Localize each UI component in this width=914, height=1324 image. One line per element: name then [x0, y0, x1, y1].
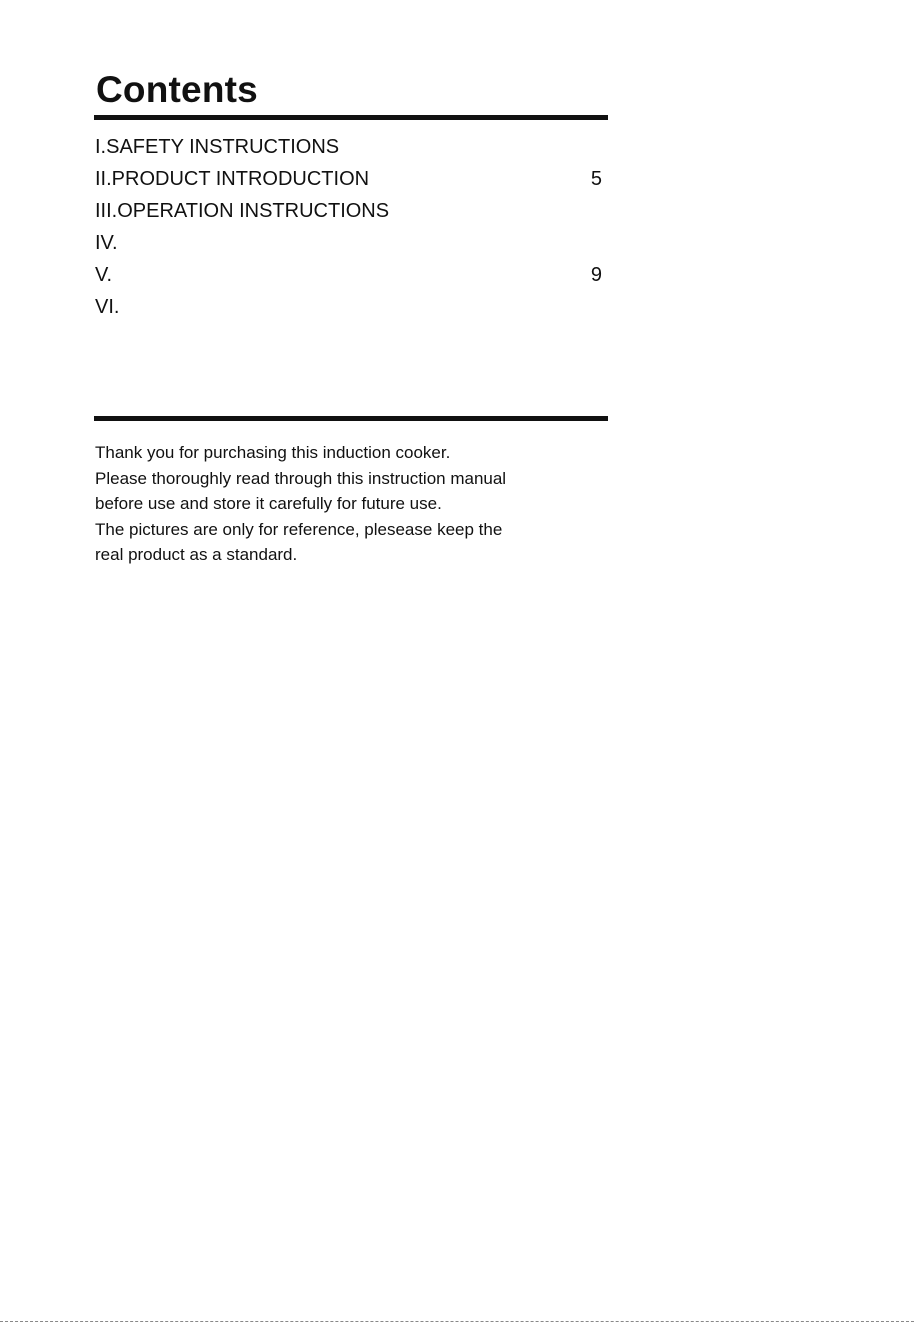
toc-entry-page-number [602, 291, 607, 323]
toc-entry-page-number: 5 [590, 168, 602, 190]
bottom-divider [94, 416, 608, 421]
intro-line: Thank you for purchasing this induction cooker. [95, 443, 451, 462]
page-title: Contents [96, 69, 258, 110]
toc-entry-label: I.SAFETY INSTRUCTIONS [95, 136, 340, 158]
toc-entry-v[interactable] [95, 259, 607, 291]
intro-line: The pictures are only for reference, plesease keep the [95, 519, 503, 539]
toc-entry-page-number [602, 131, 607, 163]
toc-entry-operation-instructions[interactable] [95, 195, 607, 227]
toc-entry-product-introduction[interactable] [95, 163, 607, 195]
toc-entry-label: IV. [95, 232, 118, 254]
toc-entry-page-number [602, 195, 607, 227]
toc-entry-safety-instructions[interactable] [95, 131, 607, 163]
intro-line: real product as a standard. [95, 545, 298, 564]
toc-entry-iv[interactable] [95, 227, 607, 259]
top-divider [94, 115, 608, 120]
intro-line: Please thoroughly read through this instruction manual [95, 468, 507, 488]
toc-entry-page-number: 9 [590, 264, 602, 286]
table-of-contents [95, 131, 607, 323]
intro-paragraph [95, 440, 595, 568]
toc-entry-label: V. [95, 264, 113, 286]
page-bottom-edge [0, 1321, 914, 1322]
toc-entry-label: VI. [95, 296, 120, 318]
toc-entry-page-number [602, 227, 607, 259]
toc-entry-label: II.PRODUCT INTRODUCTION [95, 168, 370, 190]
intro-line: before use and store it carefully for future use. [95, 494, 442, 513]
toc-entry-vi[interactable] [95, 291, 607, 323]
toc-entry-label: III.OPERATION INSTRUCTIONS [95, 200, 390, 222]
